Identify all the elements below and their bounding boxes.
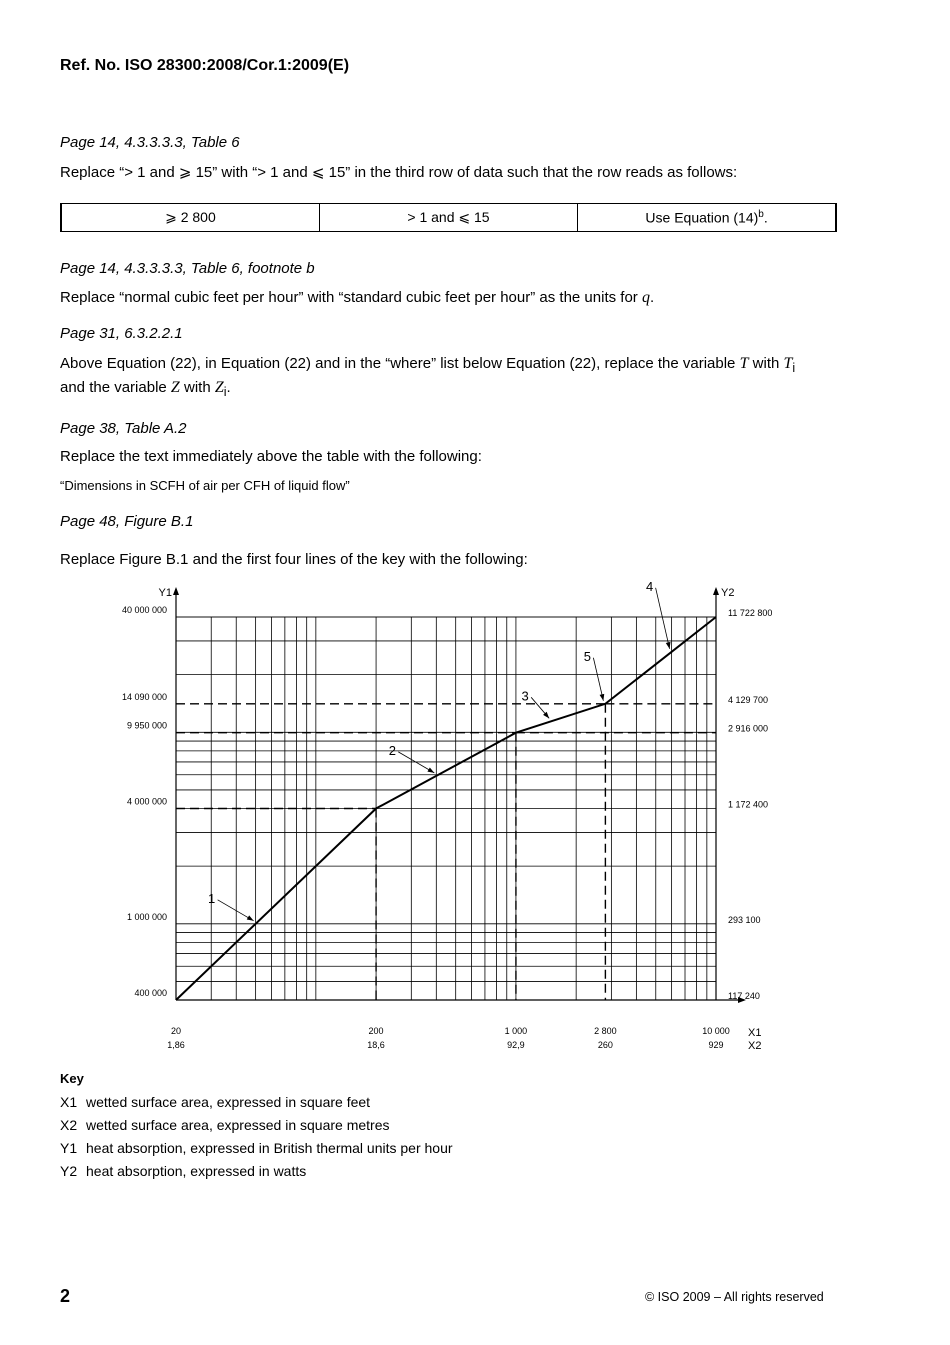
x1-tick-label: 200 bbox=[368, 1026, 384, 1036]
x2-tick-label: 92,9 bbox=[507, 1040, 525, 1050]
variable-T: T bbox=[739, 355, 749, 372]
key-code: Y2 bbox=[60, 1163, 78, 1179]
y2-tick-label: 117 240 bbox=[728, 991, 760, 1001]
instr-var-text-a: Above Equation (22), in Equation (22) and in the “where” list below Equation (22), replace the variable bbox=[60, 355, 740, 372]
instr-var-text-d: with bbox=[179, 379, 215, 396]
key-text: heat absorption, expressed in watts bbox=[86, 1163, 307, 1179]
section-heading-tableA2: Page 38, Table A.2 bbox=[60, 420, 187, 437]
x1-tick-label: 1 000 bbox=[504, 1026, 528, 1036]
subscript-i: i bbox=[792, 361, 796, 375]
key-text: wetted surface area, expressed in square metres bbox=[86, 1117, 390, 1133]
equation-text: Use Equation (14) bbox=[645, 209, 759, 226]
callout-label: 1 bbox=[208, 890, 216, 906]
replacement-quote: “Dimensions in SCFH of air per CFH of liquid flow” bbox=[60, 478, 350, 493]
callout-leader bbox=[656, 588, 670, 649]
instruction-figureB1: Replace Figure B.1 and the first four lines of the key with the following: bbox=[60, 551, 528, 568]
section-heading-figureB1: Page 48, Figure B.1 bbox=[60, 513, 194, 530]
y1-tick-label: 400 000 bbox=[134, 988, 167, 998]
table-cell-area: ⩾ 2 800 bbox=[61, 204, 319, 232]
instruction-footnote-end: . bbox=[649, 289, 655, 306]
instr-var-text-e: . bbox=[226, 379, 231, 396]
section-heading-footnote: Page 14, 4.3.3.3.3, Table 6, footnote b bbox=[60, 260, 315, 277]
callout-label: 4 bbox=[645, 578, 654, 594]
variable-Zi: Z bbox=[214, 379, 224, 396]
callout-leader bbox=[593, 658, 603, 701]
y2-tick-label: 4 129 700 bbox=[728, 694, 769, 705]
y2-tick-label: 11 722 800 bbox=[728, 608, 773, 618]
y2-tick-label: 293 100 bbox=[728, 914, 761, 925]
document-reference: Ref. No. ISO 28300:2008/Cor.1:2009(E) bbox=[60, 57, 350, 74]
callout-arrowhead bbox=[427, 767, 434, 772]
subscript-i: i bbox=[223, 385, 227, 399]
section-heading-6322: Page 31, 6.3.2.2.1 bbox=[60, 325, 183, 342]
key-text: wetted surface area, expressed in square feet bbox=[86, 1094, 371, 1110]
y2-axis-arrow bbox=[713, 587, 719, 595]
y1-axis-arrow bbox=[173, 587, 179, 595]
table-cell-condition: > 1 and ⩽ 15 bbox=[319, 204, 577, 232]
x2-tick-label: 929 bbox=[708, 1040, 724, 1050]
x2-tick-label: 18,6 bbox=[367, 1040, 385, 1050]
y2-axis-name: Y2 bbox=[721, 587, 735, 599]
x1-tick-label: 20 bbox=[170, 1026, 182, 1036]
x1-axis-name: X1 bbox=[748, 1027, 762, 1039]
key-code: X1 bbox=[60, 1094, 78, 1110]
y1-tick-label: 1 000 000 bbox=[126, 911, 167, 922]
variable-Ti: T bbox=[783, 355, 793, 372]
x1-tick-label: 10 000 bbox=[702, 1026, 730, 1036]
y2-tick-label: 1 172 400 bbox=[728, 799, 769, 810]
key-title: Key bbox=[60, 1071, 84, 1086]
callout-arrowhead bbox=[247, 915, 254, 920]
key-item bbox=[60, 1094, 370, 1110]
key-code: Y1 bbox=[60, 1140, 78, 1156]
section-heading-table6: Page 14, 4.3.3.3.3, Table 6 bbox=[60, 134, 240, 151]
x2-tick-label: 260 bbox=[597, 1040, 613, 1050]
key-item bbox=[60, 1140, 453, 1156]
x2-axis-name: X2 bbox=[748, 1040, 762, 1052]
y1-tick-label: 4 000 000 bbox=[126, 796, 167, 807]
instr-var-text-b: with bbox=[748, 355, 784, 372]
callout-label: 2 bbox=[388, 742, 396, 758]
y1-tick-label: 14 090 000 bbox=[121, 691, 167, 702]
variable-Z: Z bbox=[170, 379, 180, 396]
callout-label: 5 bbox=[583, 648, 592, 664]
key-text: heat absorption, expressed in British thermal units per hour bbox=[86, 1140, 453, 1156]
x2-tick-label: 1,86 bbox=[167, 1040, 185, 1050]
key-code: X2 bbox=[60, 1117, 78, 1133]
equation-tail: . bbox=[763, 209, 768, 226]
key-item bbox=[60, 1117, 390, 1133]
key-item bbox=[60, 1163, 306, 1179]
y2-tick-label: 2 916 000 bbox=[728, 723, 769, 734]
y1-tick-label: 9 950 000 bbox=[126, 720, 167, 731]
x1-tick-label: 2 800 bbox=[594, 1026, 617, 1036]
variable-q: q bbox=[641, 289, 650, 306]
callout-label: 3 bbox=[521, 688, 529, 704]
chart-grid bbox=[176, 617, 716, 1000]
page-number: 2 bbox=[60, 1286, 71, 1306]
y1-axis-name: Y1 bbox=[158, 587, 172, 599]
instruction-tableA2: Replace the text immediately above the table with the following: bbox=[60, 448, 482, 465]
instruction-footnote-text: Replace “normal cubic feet per hour” with “standard cubic feet per hour” as the units for bbox=[60, 289, 642, 306]
footnote-marker: b bbox=[758, 209, 764, 221]
instr-var-text-c: and the variable bbox=[60, 379, 171, 396]
y1-tick-label: 40 000 000 bbox=[121, 605, 167, 615]
instruction-table6: Replace “> 1 and ⩾ 15” with “> 1 and ⩽ 15” in the third row of data such that the row reads as follows: bbox=[60, 164, 738, 181]
copyright-notice: © ISO 2009 – All rights reserved bbox=[645, 1290, 824, 1304]
